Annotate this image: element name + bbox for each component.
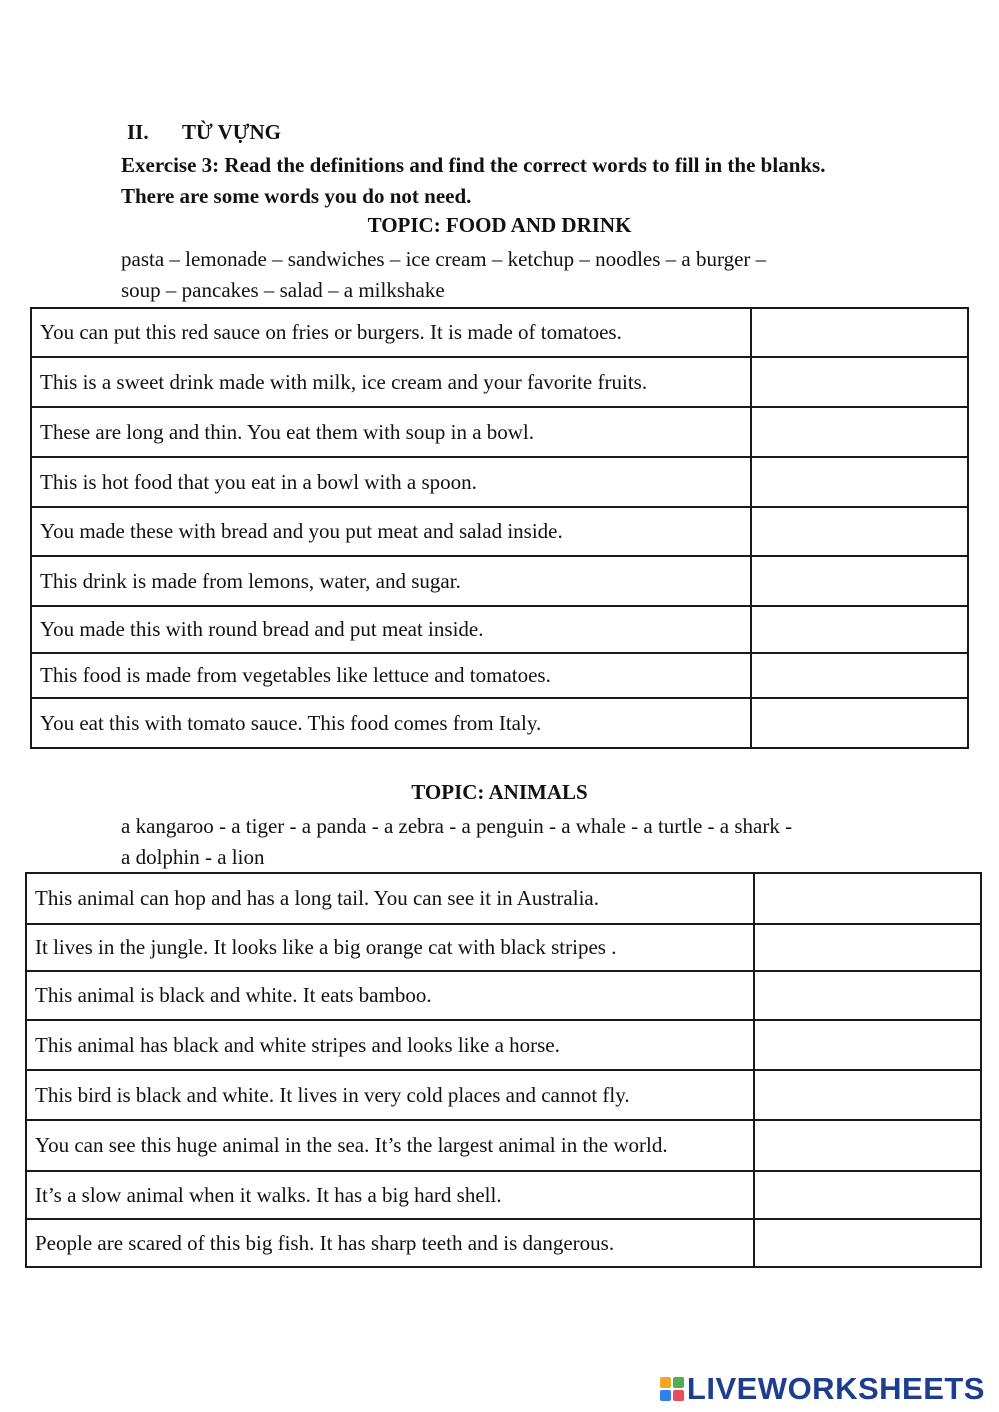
- animals-answer-input[interactable]: [755, 1185, 980, 1208]
- food-row: [31, 698, 968, 748]
- logo-tile-1: [660, 1377, 671, 1388]
- food-definition-cell: You made these with bread and you put meat and salad inside.: [31, 507, 751, 556]
- food-answer-cell[interactable]: [751, 357, 968, 407]
- animals-topic-title: TOPIC: ANIMALS: [411, 780, 588, 804]
- section-heading: [127, 120, 281, 145]
- food-row: [31, 653, 968, 698]
- animals-answer-input[interactable]: [755, 937, 980, 960]
- food-answer-input[interactable]: [752, 422, 967, 445]
- food-answer-cell[interactable]: [751, 653, 968, 698]
- animals-definition-cell: This animal has black and white stripes and looks like a horse.: [26, 1020, 754, 1070]
- animals-answer-cell[interactable]: [754, 1070, 981, 1120]
- animals-row: [26, 1171, 981, 1219]
- brand-name: LIVEWORKSHEETS: [686, 1371, 985, 1406]
- food-row: [31, 606, 968, 653]
- food-row: [31, 457, 968, 507]
- food-row: [31, 357, 968, 407]
- exercise-instruction: Exercise 3: Read the definitions and find the correct words to fill in the blanks. There are some words you do not need.: [121, 153, 826, 208]
- food-answer-cell[interactable]: [751, 507, 968, 556]
- animals-word-bank-line-2: a dolphin - a lion: [121, 845, 265, 869]
- food-definition-cell: You made this with round bread and put meat inside.: [31, 606, 751, 653]
- food-row: [31, 507, 968, 556]
- food-definition-cell: This drink is made from lemons, water, and sugar.: [31, 556, 751, 606]
- food-word-bank-line-2: soup – pancakes – salad – a milkshake: [121, 278, 445, 302]
- food-definition-cell: This is a sweet drink made with milk, ice cream and your favorite fruits.: [31, 357, 751, 407]
- animals-answer-input[interactable]: [755, 1035, 980, 1058]
- food-definition-cell: These are long and thin. You eat them with soup in a bowl.: [31, 407, 751, 457]
- animals-definition-cell: It’s a slow animal when it walks. It has a big hard shell.: [26, 1171, 754, 1219]
- section-title: TỪ VỰNG: [182, 120, 281, 144]
- food-answer-input[interactable]: [752, 521, 967, 544]
- animals-answer-cell[interactable]: [754, 1171, 981, 1219]
- food-definitions-table: [30, 307, 969, 749]
- animals-definition-cell: People are scared of this big fish. It has sharp teeth and is dangerous.: [26, 1219, 754, 1267]
- animals-definition-cell: You can see this huge animal in the sea. It’s the largest animal in the world.: [26, 1120, 754, 1171]
- food-answer-input[interactable]: [752, 571, 967, 594]
- food-word-bank-line-1: pasta – lemonade – sandwiches – ice cream – ketchup – noodles – a burger –: [121, 247, 767, 271]
- food-answer-cell[interactable]: [751, 698, 968, 748]
- animals-word-bank: [121, 811, 881, 873]
- food-topic-title: TOPIC: FOOD AND DRINK: [367, 213, 632, 237]
- food-answer-cell[interactable]: [751, 606, 968, 653]
- food-answer-input[interactable]: [752, 372, 967, 395]
- food-word-bank: [121, 244, 881, 306]
- food-answer-cell[interactable]: [751, 556, 968, 606]
- animals-row: [26, 1219, 981, 1267]
- animals-answer-cell[interactable]: [754, 924, 981, 971]
- food-definition-cell: This is hot food that you eat in a bowl with a spoon.: [31, 457, 751, 507]
- animals-answer-cell[interactable]: [754, 1219, 981, 1267]
- food-answer-input[interactable]: [752, 665, 967, 688]
- food-answer-input[interactable]: [752, 322, 967, 345]
- animals-definition-cell: This animal is black and white. It eats bamboo.: [26, 971, 754, 1020]
- animals-word-bank-line-1: a kangaroo - a tiger - a panda - a zebra - a penguin - a whale - a turtle - a shark -: [121, 814, 793, 838]
- food-row: [31, 407, 968, 457]
- animals-definition-cell: This animal can hop and has a long tail. You can see it in Australia.: [26, 873, 754, 924]
- section-number: II.: [127, 120, 149, 144]
- animals-row: [26, 1120, 981, 1171]
- animals-row: [26, 924, 981, 971]
- food-answer-input[interactable]: [752, 619, 967, 642]
- logo-tile-2: [673, 1377, 684, 1388]
- food-answer-input[interactable]: [752, 713, 967, 736]
- animals-definition-cell: This bird is black and white. It lives in very cold places and cannot fly.: [26, 1070, 754, 1120]
- animals-answer-input[interactable]: [755, 985, 980, 1008]
- food-answer-cell[interactable]: [751, 407, 968, 457]
- food-definition-cell: You eat this with tomato sauce. This food comes from Italy.: [31, 698, 751, 748]
- animals-answer-cell[interactable]: [754, 1120, 981, 1171]
- animals-answer-input[interactable]: [755, 888, 980, 911]
- animals-row: [26, 1070, 981, 1120]
- food-row: [31, 556, 968, 606]
- animals-row: [26, 971, 981, 1020]
- logo-tile-4: [673, 1390, 684, 1401]
- liveworksheets-logo-icon: [660, 1377, 684, 1401]
- animals-answer-cell[interactable]: [754, 873, 981, 924]
- food-definition-cell: You can put this red sauce on fries or burgers. It is made of tomatoes.: [31, 308, 751, 357]
- animals-definitions-table: [25, 872, 982, 1268]
- food-answer-cell[interactable]: [751, 308, 968, 357]
- animals-definition-cell: It lives in the jungle. It looks like a big orange cat with black stripes .: [26, 924, 754, 971]
- food-row: [31, 308, 968, 357]
- liveworksheets-brand: [660, 1371, 985, 1407]
- animals-answer-input[interactable]: [755, 1233, 980, 1256]
- food-definition-cell: This food is made from vegetables like lettuce and tomatoes.: [31, 653, 751, 698]
- animals-answer-cell[interactable]: [754, 971, 981, 1020]
- animals-answer-cell[interactable]: [754, 1020, 981, 1070]
- animals-row: [26, 873, 981, 924]
- logo-tile-3: [660, 1390, 671, 1401]
- animals-answer-input[interactable]: [755, 1135, 980, 1158]
- animals-row: [26, 1020, 981, 1070]
- food-answer-cell[interactable]: [751, 457, 968, 507]
- animals-answer-input[interactable]: [755, 1085, 980, 1108]
- food-answer-input[interactable]: [752, 472, 967, 495]
